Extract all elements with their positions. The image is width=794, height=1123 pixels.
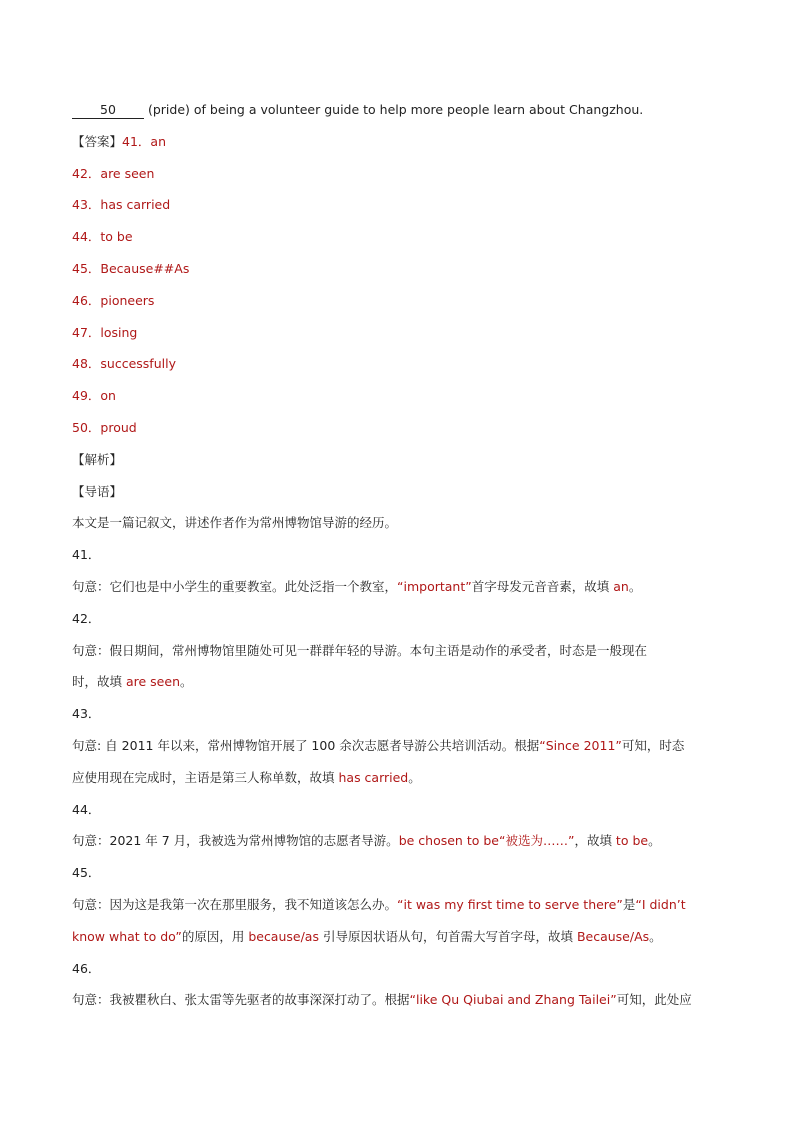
answer-50: 50．proud	[72, 419, 137, 435]
answer-47: 47．losing	[72, 324, 138, 340]
answer-label: 【答案】	[72, 133, 123, 149]
explain-number-44: 44．	[72, 801, 101, 817]
explain-45-line2: know what to do”的原因，用 because/as 引导原因状语从句，句首需大写首字母，故填 Because/As。	[72, 928, 662, 944]
explain-44: 句意：2021 年 7 月，我被选为常州博物馆的志愿者导游。be chosen to be“被选为……”，故填 to be。	[72, 833, 661, 849]
explain-number-46: 46．	[72, 960, 101, 976]
explain-number-41: 41．	[72, 547, 101, 563]
explain-number-43: 43．	[72, 706, 101, 722]
explain-43-line1: 句意: 自 2011 年以来，常州博物馆开展了 100 余次志愿者导游公共培训活动。根据“Since 2011”可知，时态	[72, 737, 685, 753]
answer-42: 42．are seen	[72, 165, 155, 181]
explain-43-line2: 应使用现在完成时，主语是第三人称单数，故填 has carried。	[72, 769, 421, 785]
intro-text: 本文是一篇记叙文，讲述作者作为常州博物馆导游的经历。	[72, 515, 398, 531]
answer-44: 44．to be	[72, 229, 133, 245]
question-text: (pride) of being a volunteer guide to help more people learn about Changzhou.	[147, 102, 644, 117]
answer-43: 43．has carried	[72, 197, 171, 213]
explain-46: 句意：我被瞿秋白、张太雷等先驱者的故事深深打动了。根据“like Qu Qiubai and Zhang Tailei”可知，此处应	[72, 992, 692, 1008]
explain-number-45: 45．	[72, 865, 101, 881]
explain-number-42: 42．	[72, 610, 101, 626]
document-content	[72, 100, 732, 1010]
explain-42-line1: 句意：假日期间，常州博物馆里随处可见一群群年轻的导游。本句主语是动作的承受者，时态是一般现在	[72, 642, 648, 658]
analysis-label: 【解析】	[72, 451, 123, 467]
answer-41	[72, 132, 732, 152]
answer-45: 45．Because##As	[72, 260, 190, 276]
answer-blank: 50	[72, 102, 144, 119]
answer-item: 41．an	[122, 133, 167, 149]
intro-label: 【导语】	[72, 483, 123, 499]
answer-48: 48．successfully	[72, 356, 176, 372]
explain-42-line2: 时，故填 are seen。	[72, 674, 193, 690]
explain-45-line1: 句意：因为这是我第一次在那里服务，我不知道该怎么办。“it was my first time to serve there”是“I didn’t	[72, 896, 686, 912]
question-50	[72, 100, 732, 120]
answer-46: 46．pioneers	[72, 292, 155, 308]
answer-49: 49．on	[72, 388, 116, 404]
explain-41: 句意：它们也是中小学生的重要教室。此处泛指一个教室，“important”首字母发元音音素，故填 an。	[72, 578, 642, 594]
